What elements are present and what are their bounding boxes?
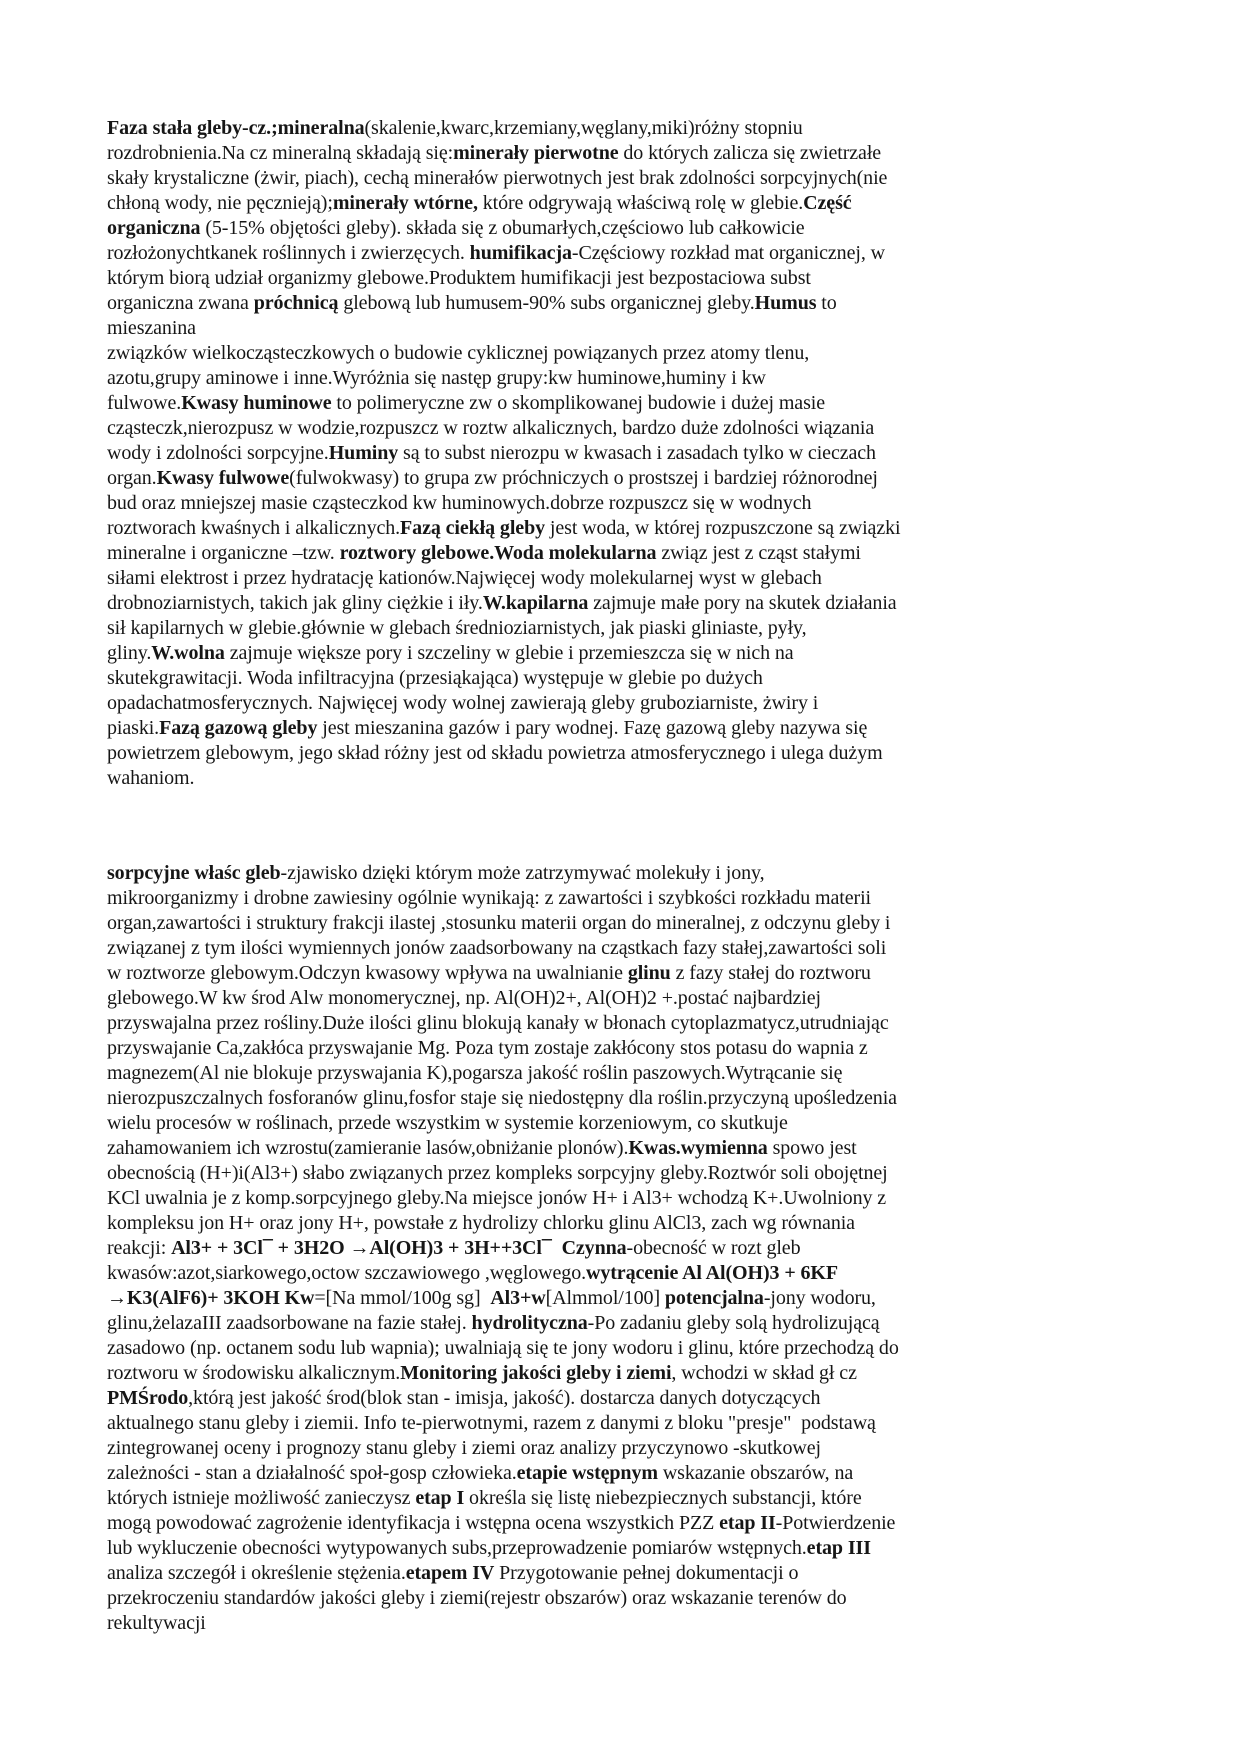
- bold-term: etap II: [719, 1512, 776, 1534]
- text-line: [107, 1586, 1150, 1611]
- text-line: [107, 291, 1150, 316]
- text-line: [107, 936, 1150, 961]
- text-segment: z fazy stałej do roztworu: [670, 962, 871, 984]
- bold-term: Część: [803, 192, 852, 214]
- text-line: [107, 1286, 1150, 1311]
- text-segment: wahaniom.: [107, 767, 195, 789]
- bold-term: Huminy: [328, 442, 399, 464]
- text-line: [107, 566, 1150, 591]
- text-segment: (fulwokwasy) to grupa zw próchniczych o prostszej i bardziej różnorodnej: [289, 467, 878, 489]
- text-line: [107, 1361, 1150, 1386]
- bold-term: organiczna: [107, 217, 201, 239]
- bold-term: sorpcyjne właśc gleb: [107, 862, 281, 884]
- text-segment: skutekgrawitacji. Woda infiltracyjna (przesiąkająca) występuje w glebie po dużych: [107, 667, 763, 689]
- text-line: [107, 886, 1150, 911]
- bold-term: Kwasy huminowe: [181, 392, 332, 414]
- text-line: [107, 116, 1150, 141]
- bold-term: wytrącenie Al Al(OH)3 + 6KF: [586, 1262, 838, 1284]
- text-line: [107, 316, 1150, 341]
- text-segment: nierozpuszczalnych fosforanów glinu,fosfor staje się niedostępny dla roślin.przyczyną upośledzenia: [107, 1087, 897, 1109]
- text-line: [107, 1611, 1150, 1636]
- text-segment: [Almmol/100]: [545, 1287, 665, 1309]
- text-line: [107, 1211, 1150, 1236]
- text-segment: kompleksu jon H+ oraz jony H+, powstałe z hydrolizy chlorku glinu AlCl3, zach wg równania: [107, 1212, 855, 1234]
- bold-term: hydrolityczna: [471, 1312, 588, 1334]
- text-segment: lub wykluczenie obecności wytypowanych subs,przeprowadzenie pomiarów wstępnych.: [107, 1537, 807, 1559]
- text-segment: sił kapilarnych w glebie.głównie w glebach średnioziarnistych, jak piaski gliniaste, pyły,: [107, 617, 807, 639]
- text-line: [107, 1536, 1150, 1561]
- text-segment: związ jest z cząst stałymi: [656, 542, 861, 564]
- text-line: [107, 1111, 1150, 1136]
- text-segment: wody i zdolności sorpcyjne.: [107, 442, 329, 464]
- text-segment: mieszanina: [107, 317, 196, 339]
- text-line: [107, 1336, 1150, 1361]
- text-segment: zasadowo (np. octanem sodu lub wapnia); uwalniają się te jony wodoru i glinu, które przechodzą do: [107, 1337, 899, 1359]
- bold-term: etap I: [415, 1487, 465, 1509]
- text-segment: piaski.: [107, 717, 160, 739]
- text-segment: drobnoziarnistych, takich jak gliny ciężkie i iły.: [107, 592, 483, 614]
- text-line: [107, 616, 1150, 641]
- text-line: [107, 1136, 1150, 1161]
- text-segment: jest woda, w której rozpuszczone są związki: [545, 517, 901, 539]
- text-segment: (skalenie,kwarc,krzemiany,węglany,miki)różny stopniu: [364, 117, 803, 139]
- text-line: [107, 1486, 1150, 1511]
- paragraph-sorption-properties: [107, 861, 1150, 1636]
- text-line: [107, 666, 1150, 691]
- text-line: [107, 491, 1150, 516]
- bold-term: minerały pierwotne: [453, 142, 619, 164]
- text-segment: -obecność w rozt gleb: [626, 1237, 801, 1259]
- text-segment: spowo jest: [767, 1137, 857, 1159]
- text-segment: przyswajanie Ca,zakłóca przyswajanie Mg. Poza tym zostaje zakłócony stos potasu do wapnia z: [107, 1037, 868, 1059]
- bold-term: Czynna: [561, 1237, 627, 1259]
- text-segment: określa się listę niebezpiecznych substancji, które: [464, 1487, 862, 1509]
- text-line: [107, 366, 1150, 391]
- text-line: [107, 961, 1150, 986]
- bold-term: etap III: [806, 1537, 871, 1559]
- text-segment: opadachatmosferycznych. Najwięcej wody wolnej zawierają gleby gruboziarniste, żwiry i: [107, 692, 819, 714]
- text-segment: wskazanie obszarów, na: [657, 1462, 854, 1484]
- text-segment: skały krystaliczne (żwir, piach), cechą minerałów pierwotnych jest brak zdolności sorpcyjnych(nie: [107, 167, 888, 189]
- text-line: [107, 241, 1150, 266]
- bold-term: glinu: [627, 962, 671, 984]
- text-line: [107, 1261, 1150, 1286]
- text-line: [107, 741, 1150, 766]
- text-line: [107, 1186, 1150, 1211]
- text-segment: roztworu w środowisku alkalicznym.: [107, 1362, 401, 1384]
- text-segment: glebową lub humusem-90% subs organicznej gleby.: [338, 292, 755, 314]
- text-line: [107, 1011, 1150, 1036]
- text-line: [107, 1461, 1150, 1486]
- text-segment: bud oraz mniejszej masie cząsteczkod kw huminowych.dobrze rozpuszcz się w wodnych: [107, 492, 812, 514]
- text-segment: rekultywacji: [107, 1612, 206, 1634]
- bold-term: W.kapilarna: [482, 592, 589, 614]
- text-segment: analiza szczegół i określenie stężenia.: [107, 1562, 406, 1584]
- text-segment: [552, 1237, 562, 1259]
- text-line: [107, 861, 1150, 886]
- text-segment: -Częściowy rozkład mat organicznej, w: [571, 242, 885, 264]
- text-segment: -jony wodoru,: [763, 1287, 876, 1309]
- text-segment: siłami elektrost i przez hydratację kationów.Najwięcej wody molekularnej wyst w glebach: [107, 567, 822, 589]
- text-line: [107, 516, 1150, 541]
- text-segment: zajmuje małe pory na skutek działania: [588, 592, 897, 614]
- text-segment: związanej z tym ilości wymiennych jonów zaadsorbowany na cząstkach fazy stałej,zawartości soli: [107, 937, 887, 959]
- text-segment: do których zalicza się zwietrzałe: [618, 142, 882, 164]
- text-segment: w roztworze glebowym.Odczyn kwasowy wpływa na uwalnianie: [107, 962, 628, 984]
- text-segment: którym biorą udział organizmy glebowe.Produktem humifikacji jest bezpostaciowa subst: [107, 267, 811, 289]
- text-line: [107, 691, 1150, 716]
- text-segment: aktualnego stanu gleby i ziemii. Info te-pierwotnymi, razem z danymi z bloku "presje" podstawą: [107, 1412, 876, 1434]
- bold-term: minerały wtórne,: [332, 192, 478, 214]
- text-segment: zahamowaniem ich wzrostu(zamieranie lasów,obniżanie plonów).: [107, 1137, 629, 1159]
- text-segment: organ.: [107, 467, 157, 489]
- text-line: [107, 441, 1150, 466]
- bold-term: próchnicą: [253, 292, 339, 314]
- text-segment: których istnieje możliwość zanieczysz: [107, 1487, 416, 1509]
- text-segment: które odgrywają właściwą rolę w glebie.: [477, 192, 804, 214]
- text-segment: zależności - stan a działalność społ-gosp człowieka.: [107, 1462, 517, 1484]
- text-line: [107, 766, 1150, 791]
- text-line: [107, 141, 1150, 166]
- text-line: [107, 986, 1150, 1011]
- text-segment: powietrzem glebowym, jego skład różny jest od składu powietrza atmosferycznego i ulega dużym: [107, 742, 883, 764]
- text-segment: organiczna zwana: [107, 292, 254, 314]
- bold-term: Kwasy fulwowe: [156, 467, 290, 489]
- text-segment: są to subst nierozpu w kwasach i zasadach tylko w cieczach: [398, 442, 876, 464]
- text-line: [107, 266, 1150, 291]
- text-segment: zajmuje większe pory i szczeliny w glebie i przemieszcza się w nich na: [224, 642, 794, 664]
- bold-term: etapie wstępnym: [516, 1462, 658, 1484]
- text-segment: Przygotowanie pełnej dokumentacji o: [494, 1562, 799, 1584]
- text-line: [107, 1161, 1150, 1186]
- text-segment: ,którą jest jakość środ(blok stan - imisja, jakość). dostarcza danych dotyczących: [188, 1387, 821, 1409]
- text-segment: glinu,żelazaIII zaadsorbowane na fazie stałej.: [107, 1312, 472, 1334]
- bold-term: →K3(AlF6)+ 3KOH Kw: [107, 1287, 315, 1309]
- text-segment: gliny.: [107, 642, 152, 664]
- bold-term: Fazą gazową gleby: [159, 717, 318, 739]
- text-line: [107, 591, 1150, 616]
- text-line: [107, 341, 1150, 366]
- text-line: [107, 716, 1150, 741]
- text-line: [107, 416, 1150, 441]
- text-line: [107, 466, 1150, 491]
- text-segment: przyswajalna przez rośliny.Duże ilości glinu blokują kanały w błonach cytoplazmatycz,utrudniając: [107, 1012, 889, 1034]
- text-line: [107, 1061, 1150, 1086]
- text-segment: mogą powodować zagrożenie identyfikacja i wstępna ocena wszystkich PZZ: [107, 1512, 720, 1534]
- bold-term: Kwas.wymienna: [628, 1137, 768, 1159]
- bold-term: etapem IV: [405, 1562, 495, 1584]
- text-line: [107, 1561, 1150, 1586]
- bold-term: Al3+w: [490, 1287, 546, 1309]
- text-segment: magnezem(Al nie blokuje przyswajania K),pogarsza jakość roślin paszowych.Wytrącanie się: [107, 1062, 843, 1084]
- text-segment: reakcji:: [107, 1237, 172, 1259]
- text-segment: KCl uwalnia je z komp.sorpcyjnego gleby.Na miejsce jonów H+ i Al3+ wchodzą K+.Uwolniony z: [107, 1187, 887, 1209]
- text-line: [107, 1411, 1150, 1436]
- text-line: [107, 541, 1150, 566]
- bold-term: humifikacja: [469, 242, 572, 264]
- text-segment: kwasów:azot,siarkowego,octow szczawiowego ,węglowego.: [107, 1262, 586, 1284]
- bold-term: Faza stała gleby-cz.;mineralna: [107, 117, 365, 139]
- text-line: [107, 1436, 1150, 1461]
- text-segment: =[Na mmol/100g sg]: [314, 1287, 491, 1309]
- bold-term: W.wolna: [151, 642, 225, 664]
- text-segment: wielu procesów w roślinach, przede wszystkim w systemie korzeniowym, co skutkuje: [107, 1112, 788, 1134]
- text-line: [107, 1386, 1150, 1411]
- text-segment: cząsteczk,nierozpusz w wodzie,rozpuszcz w roztw alkalicznych, bardzo duże zdolności wiązania: [107, 417, 875, 439]
- text-line: [107, 1036, 1150, 1061]
- text-line: [107, 1086, 1150, 1111]
- text-segment: mineralne i organiczne –tzw.: [107, 542, 340, 564]
- text-line: [107, 191, 1150, 216]
- text-line: [107, 1511, 1150, 1536]
- text-segment: organ,zawartości i struktury frakcji ilastej ,stosunku materii organ do mineralnej, z odczynu gleby i: [107, 912, 891, 934]
- text-segment: fulwowe.: [107, 392, 182, 414]
- text-line: [107, 641, 1150, 666]
- text-segment: związków wielkocząsteczkowych o budowie cyklicznej powiązanych przez atomy tlenu,: [107, 342, 810, 364]
- bold-term: Fazą ciekłą gleby: [400, 517, 545, 539]
- text-segment: roztworach kwaśnych i alkalicznych.: [107, 517, 401, 539]
- text-line: [107, 166, 1150, 191]
- text-segment: -Po zadaniu gleby solą hydrolizującą: [587, 1312, 880, 1334]
- text-segment: to: [816, 292, 837, 314]
- text-segment: , wchodzi w skład gł cz: [671, 1362, 857, 1384]
- bold-term: Humus: [754, 292, 817, 314]
- text-line: [107, 391, 1150, 416]
- paragraph-soil-phases: [107, 116, 1150, 791]
- bold-term: PMŚrodo: [107, 1387, 189, 1409]
- text-segment: to polimeryczne zw o skomplikowanej budowie i dużej masie: [331, 392, 826, 414]
- text-segment: glebowego.W kw środ Alw monomerycznej, np. Al(OH)2+, Al(OH)2 +.postać najbardziej: [107, 987, 821, 1009]
- text-segment: zintegrowanej oceny i prognozy stanu gleby i ziemi oraz analizy przyczynowo -skutkowej: [107, 1437, 821, 1459]
- bold-term: Monitoring jakości gleby i ziemi: [400, 1362, 672, 1384]
- text-segment: (5-15% objętości gleby). składa się z obumarłych,częściowo lub całkowicie: [200, 217, 805, 239]
- text-segment: jest mieszanina gazów i pary wodnej. Fazę gazową gleby nazywa się: [317, 717, 868, 739]
- text-segment: rozdrobnienia.Na cz mineralną składają się:: [107, 142, 454, 164]
- text-line: [107, 911, 1150, 936]
- text-segment: azotu,grupy aminowe i inne.Wyróżnia się następ grupy:kw huminowe,huminy i kw: [107, 367, 766, 389]
- bold-term: potencjalna: [664, 1287, 764, 1309]
- text-segment: mikroorganizmy i drobne zawiesiny ogólnie wynikają: z zawartości i szybkości rozkładu materii: [107, 887, 871, 909]
- text-line: [107, 1236, 1150, 1261]
- bold-term: roztwory glebowe.Woda molekularna: [339, 542, 657, 564]
- text-segment: chłoną wody, nie pęcznieją);: [107, 192, 333, 214]
- text-segment: przekroczeniu standardów jakości gleby i ziemi(rejestr obszarów) oraz wskazanie terenów do: [107, 1587, 847, 1609]
- text-line: [107, 216, 1150, 241]
- text-segment: -zjawisko dzięki którym może zatrzymywać molekuły i jony,: [280, 862, 765, 884]
- text-segment: obecnością (H+)i(Al3+) słabo związanych przez kompleks sorpcyjny gleby.Roztwór soli obojętnej: [107, 1162, 888, 1184]
- text-segment: rozłożonychtkanek roślinnych i zwierzęcych.: [107, 242, 470, 264]
- text-line: [107, 1311, 1150, 1336]
- bold-term: Al3+ + 3Cl¯ + 3H2O →Al(OH)3 + 3H++3Cl¯: [171, 1237, 552, 1259]
- text-segment: -Potwierdzenie: [775, 1512, 896, 1534]
